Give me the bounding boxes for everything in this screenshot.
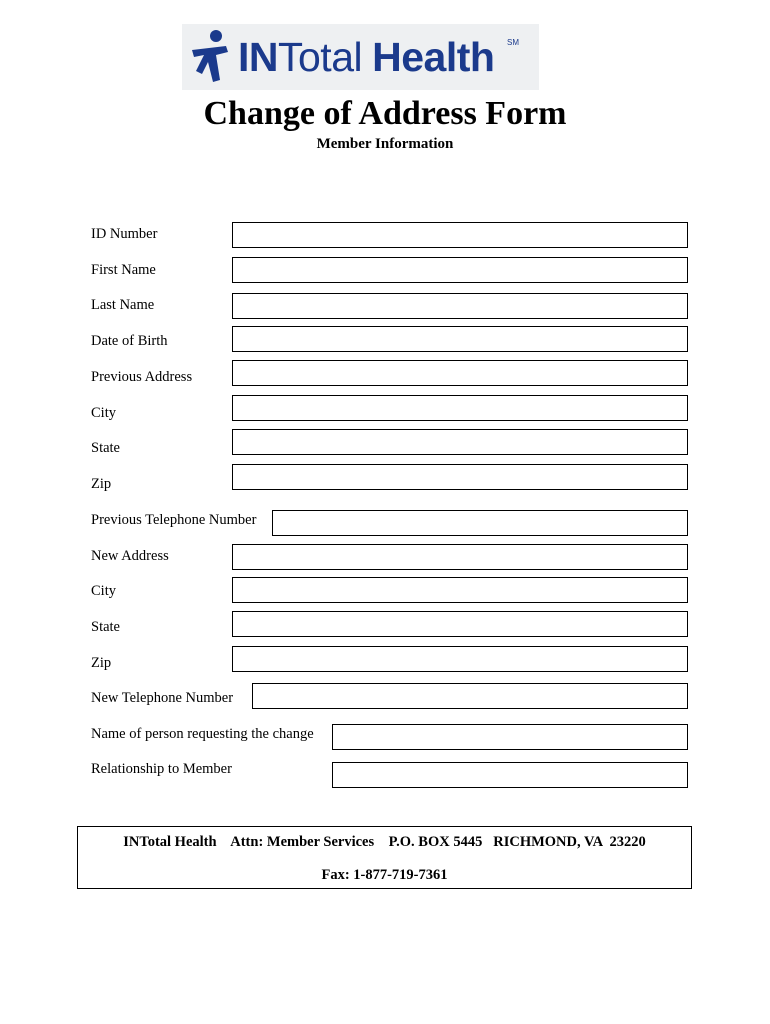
previous-state-label: State — [91, 440, 120, 456]
previous-telephone-input[interactable] — [272, 510, 688, 536]
mailing-info-box — [77, 826, 692, 889]
logo-in: IN — [238, 33, 278, 80]
mailing-address: INTotal Health Attn: Member Services P.O. BOX 5445 RICHMOND, VA 23220 — [123, 834, 646, 850]
id-number-label: ID Number — [91, 226, 158, 242]
person-figure-icon — [186, 28, 234, 86]
previous-zip-input[interactable] — [232, 464, 688, 490]
logo-health: Health — [372, 33, 495, 80]
new-city-label: City — [91, 583, 116, 599]
new-address-label: New Address — [91, 548, 169, 564]
requester-name-input[interactable] — [332, 724, 688, 750]
new-zip-label: Zip — [91, 655, 112, 671]
previous-address-input[interactable] — [232, 360, 688, 386]
new-telephone-input[interactable] — [252, 683, 688, 709]
logo-service-mark: SM — [507, 38, 519, 47]
first-name-input[interactable] — [232, 257, 688, 283]
new-address-input[interactable] — [232, 544, 688, 570]
date-of-birth-label: Date of Birth — [91, 333, 168, 349]
last-name-input[interactable] — [232, 293, 688, 319]
new-city-input[interactable] — [232, 577, 688, 603]
requester-name-label: Name of person requesting the change — [91, 726, 314, 742]
form-title: Change of Address Form — [203, 95, 567, 132]
previous-city-input[interactable] — [232, 395, 688, 421]
relationship-input[interactable] — [332, 762, 688, 788]
previous-address-label: Previous Address — [91, 369, 193, 385]
new-state-input[interactable] — [232, 611, 688, 637]
fax-number: Fax: 1-877-719-7361 — [321, 867, 448, 883]
previous-zip-label: Zip — [91, 476, 112, 492]
logo-total: Total — [278, 33, 363, 80]
relationship-label: Relationship to Member — [91, 761, 232, 777]
form-subtitle: Member Information — [316, 136, 454, 152]
previous-state-input[interactable] — [232, 429, 688, 455]
intotal-health-logo — [182, 24, 539, 90]
new-zip-input[interactable] — [232, 646, 688, 672]
logo-wordmark — [238, 33, 495, 80]
previous-telephone-label: Previous Telephone Number — [91, 512, 257, 528]
id-number-input[interactable] — [232, 222, 688, 248]
new-state-label: State — [91, 619, 120, 635]
new-telephone-label: New Telephone Number — [91, 690, 234, 706]
previous-city-label: City — [91, 405, 116, 421]
date-of-birth-input[interactable] — [232, 326, 688, 352]
last-name-label: Last Name — [91, 297, 155, 313]
first-name-label: First Name — [91, 262, 156, 278]
